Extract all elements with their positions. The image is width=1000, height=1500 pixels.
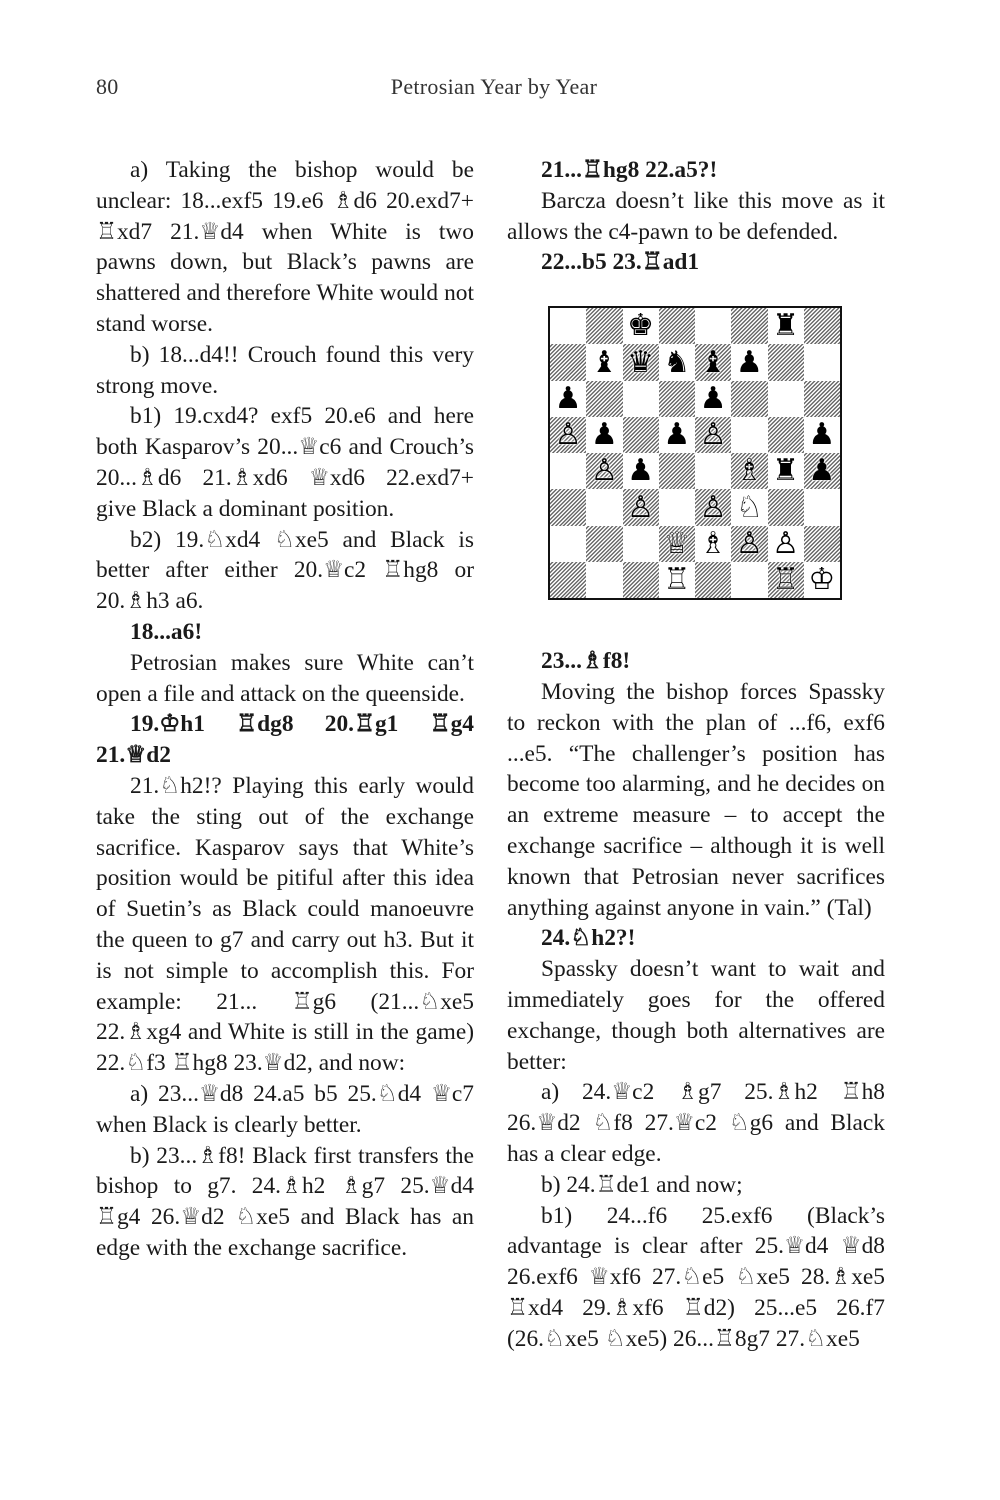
board-square — [659, 562, 695, 598]
board-square — [586, 562, 622, 598]
chess-piece: ♖ — [772, 562, 800, 598]
annotation-paragraph: 21.♘h2!? Playing this early would take the sting out of the exchange sacrifice. Kasparov says that White’s position would be pitiful after this idea of Suetin’s as Black could manoeuvre the queen to g7 and carry out h3. But it is not simple to accomplish this. For example: 21... ♖g6 (21...♘xe5 22.♗xg4 and White is still in the game) 22.♘f3 ♖hg8 23.♕d2, and now: — [96, 772, 474, 1077]
chess-piece: ♜ — [772, 308, 800, 344]
chess-board — [548, 306, 842, 600]
board-square — [804, 381, 840, 417]
move-line: 18...a6! — [130, 618, 203, 645]
chess-piece: ♕ — [663, 525, 691, 561]
board-square — [731, 344, 767, 380]
board-square — [550, 453, 586, 489]
annotation-paragraph: a) 23...♕d8 24.a5 b5 25.♘d4 ♕c7 when Black is clearly better. — [96, 1080, 474, 1138]
board-square — [659, 381, 695, 417]
annotation-paragraph: b1) 19.cxd4? exf5 20.e6 and here both Kasparov’s 20...♕c6 and Crouch’s 20...♗d6 21.♗xd6 ♕xd6 22.exd7+ give Black a dominant position. — [96, 403, 474, 522]
board-square — [804, 489, 840, 525]
chess-piece: ♚ — [627, 308, 655, 344]
running-title: Petrosian Year by Year — [390, 74, 598, 99]
chess-piece: ♙ — [699, 489, 727, 525]
chess-piece: ♟ — [808, 453, 836, 489]
chess-piece: ♙ — [699, 417, 727, 453]
board-square — [804, 308, 840, 344]
board-square — [695, 381, 731, 417]
board-square — [659, 489, 695, 525]
board-square — [804, 344, 840, 380]
annotation-paragraph: a) Taking the bishop would be unclear: 18...exf5 19.e6 ♗d6 20.exd7+ ♖xd7 21.♕d4 when White is two pawns down, but Black’s pawns are shattered and therefore White would not stand worse. — [96, 157, 474, 337]
board-square — [695, 453, 731, 489]
chess-piece: ♟ — [699, 380, 727, 416]
chess-piece: ♘ — [735, 489, 763, 525]
chess-piece: ♗ — [735, 453, 763, 489]
chess-piece: ♟ — [554, 380, 582, 416]
annotation-paragraph: Spassky doesn’t want to wait and immediately goes for the offered exchange, though both alternatives are better: — [507, 956, 885, 1075]
board-square — [586, 381, 622, 417]
board-square — [768, 489, 804, 525]
chess-piece: ♔ — [808, 562, 836, 598]
board-square — [586, 526, 622, 562]
board-square — [768, 453, 804, 489]
annotation-paragraph: Petrosian makes sure White can’t open a file and attack on the queenside. — [96, 649, 474, 707]
chess-piece: ♝ — [590, 344, 618, 380]
chess-piece: ♗ — [699, 525, 727, 561]
board-square — [695, 562, 731, 598]
board-square — [695, 489, 731, 525]
board-square — [768, 344, 804, 380]
board-square — [731, 453, 767, 489]
chess-piece: ♙ — [554, 417, 582, 453]
board-square — [731, 489, 767, 525]
chess-piece: ♙ — [735, 525, 763, 561]
board-square — [768, 526, 804, 562]
board-square — [731, 381, 767, 417]
board-square — [550, 381, 586, 417]
board-square — [659, 308, 695, 344]
board-square — [623, 344, 659, 380]
chess-piece: ♟ — [663, 417, 691, 453]
chess-piece: ♖ — [663, 562, 691, 598]
board-square — [550, 344, 586, 380]
page-header — [96, 74, 886, 104]
board-square — [731, 417, 767, 453]
board-square — [586, 344, 622, 380]
board-square — [586, 453, 622, 489]
board-square — [804, 417, 840, 453]
board-square — [623, 489, 659, 525]
annotation-paragraph: a) 24.♕c2 ♗g7 25.♗h2 ♖h8 26.♕d2 ♘f8 27.♕c2 ♘g6 and Black has a clear edge. — [507, 1079, 885, 1167]
board-square — [731, 308, 767, 344]
chess-diagram — [507, 278, 885, 646]
board-square — [550, 562, 586, 598]
board-square — [804, 526, 840, 562]
move-line: 24.♘h2?! — [541, 925, 636, 952]
board-square — [659, 453, 695, 489]
chess-piece: ♛ — [627, 344, 655, 380]
chess-piece: ♙ — [627, 489, 655, 525]
right-column-top — [507, 155, 885, 278]
left-column — [96, 155, 474, 1264]
board-square — [804, 453, 840, 489]
annotation-paragraph: b) 18...d4!! Crouch found this very strong move. — [96, 341, 474, 399]
chess-piece: ♟ — [627, 453, 655, 489]
board-square — [623, 526, 659, 562]
board-square — [659, 526, 695, 562]
board-square — [623, 417, 659, 453]
board-square — [586, 308, 622, 344]
chess-piece: ♙ — [590, 453, 618, 489]
board-square — [659, 344, 695, 380]
right-column — [507, 155, 885, 1355]
board-square — [695, 526, 731, 562]
annotation-paragraph: b) 24.♖de1 and now; — [541, 1171, 743, 1198]
right-column-bottom — [507, 646, 885, 1354]
chess-piece: ♞ — [663, 344, 691, 380]
board-square — [550, 308, 586, 344]
board-square — [768, 562, 804, 598]
board-square — [586, 417, 622, 453]
page-number: 80 — [96, 74, 119, 99]
move-line: 23...♗f8! — [541, 648, 631, 675]
board-square — [659, 417, 695, 453]
move-line: 21...♖hg8 22.a5?! — [541, 157, 718, 183]
board-square — [768, 417, 804, 453]
board-square — [804, 562, 840, 598]
move-line: 19.♔h1 ♖dg8 20.♖g1 ♖g4 21.♕d2 — [96, 711, 474, 769]
chess-piece: ♟ — [590, 417, 618, 453]
board-square — [695, 308, 731, 344]
board-square — [623, 453, 659, 489]
annotation-paragraph: b1) 24...f6 25.exf6 (Black’s advantage is clear after 25.♕d4 ♕d8 26.exf6 ♕xf6 27.♘e5 ♘xe5 28.♗xe5 ♖xd4 29.♗xf6 ♖d2) 25...e5 26.f7 (26.♘xe5 ♘xe5) 26...♖8g7 27.♘xe5 — [507, 1202, 885, 1352]
board-square — [623, 562, 659, 598]
chess-piece: ♜ — [772, 453, 800, 489]
board-square — [623, 381, 659, 417]
chess-piece: ♙ — [772, 525, 800, 561]
chess-piece: ♟ — [808, 417, 836, 453]
annotation-paragraph: Barcza doesn’t like this move as it allows the c4-pawn to be defended. — [507, 187, 885, 245]
board-square — [623, 308, 659, 344]
move-line: 22...b5 23.♖ad1 — [541, 249, 700, 276]
chess-piece: ♝ — [699, 344, 727, 380]
board-square — [695, 344, 731, 380]
board-square — [550, 526, 586, 562]
board-square — [731, 526, 767, 562]
board-square — [768, 308, 804, 344]
board-square — [695, 417, 731, 453]
board-square — [550, 489, 586, 525]
board-square — [731, 562, 767, 598]
annotation-paragraph: Moving the bishop forces Spassky to reckon with the plan of ...f6, exf6 ...e5. “The challenger’s position has become too alarming, and he decides on an extreme measure – to accept the exchange sacrifice – although it is well known that Petrosian never sacrifices anything against anyone in vain.” (Tal) — [507, 678, 885, 921]
board-square — [586, 489, 622, 525]
annotation-paragraph: b2) 19.♘xd4 ♘xe5 and Black is better after either 20.♕c2 ♖hg8 or 20.♗h3 a6. — [96, 526, 474, 615]
annotation-paragraph: b) 23...♗f8! Black first transfers the bishop to g7. 24.♗h2 ♗g7 25.♕d4 ♖g4 26.♕d2 ♘xe5 and Black has an edge with the exchange sacrifice. — [96, 1142, 474, 1261]
board-square — [768, 381, 804, 417]
chess-piece: ♟ — [735, 344, 763, 380]
board-square — [550, 417, 586, 453]
